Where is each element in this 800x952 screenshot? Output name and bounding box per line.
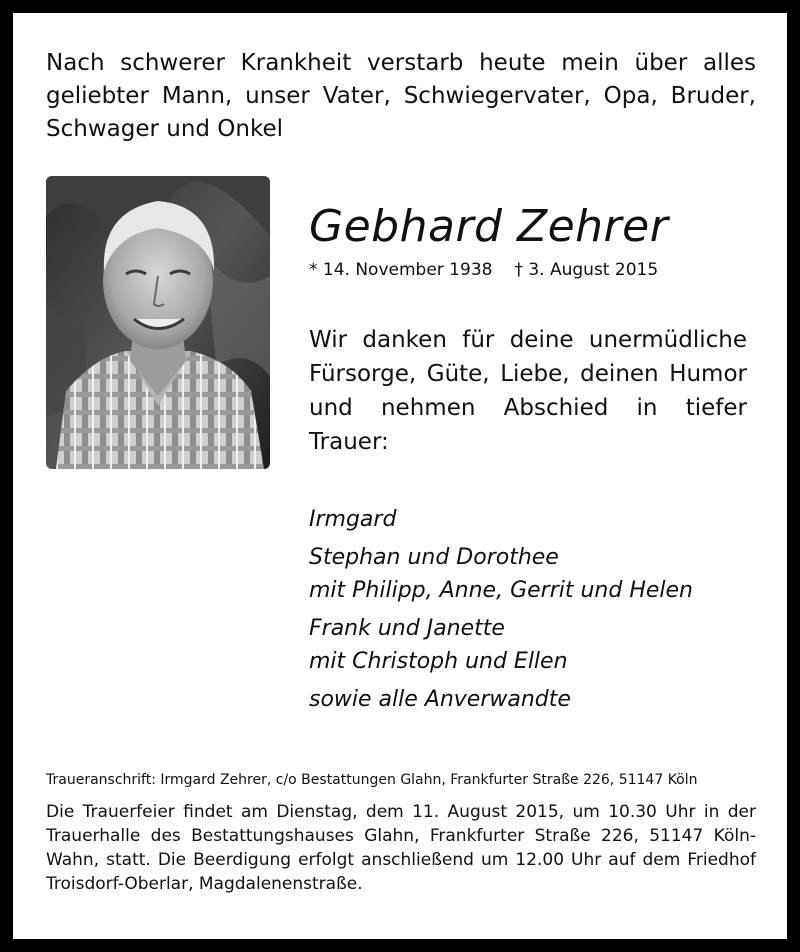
portrait-photo — [46, 176, 270, 469]
mourner-line: Stephan und Dorothee — [309, 545, 559, 570]
birth-date: * 14. November 1938 — [309, 260, 493, 280]
mourner-family — [309, 612, 693, 678]
obituary-notice — [13, 13, 787, 939]
mourner-line: mit Philipp, Anne, Gerrit und Helen — [309, 578, 694, 603]
thanks-text: Wir danken für deine unermüdliche Fürsorge, Güte, Liebe, deinen Humor und nehmen Abschied in tiefer Trauer: — [309, 327, 747, 455]
mourner-line: Frank und Janette — [309, 616, 505, 641]
mourner-relatives: sowie alle Anverwandte — [309, 687, 571, 712]
mourning-address: Traueranschrift: Irmgard Zehrer, c/o Bestattungen Glahn, Frankfurter Straße 226, 51147 Köln — [46, 772, 698, 788]
mourner-line: mit Christoph und Ellen — [309, 649, 568, 674]
portrait-image — [46, 176, 270, 469]
deceased-name: Gebhard Zehrer — [309, 201, 669, 252]
mourners-list — [309, 503, 693, 721]
life-dates — [309, 260, 658, 280]
funeral-service-info: Die Trauerfeier findet am Dienstag, dem 11. August 2015, um 10.30 Uhr in der Trauerhalle des Bestattungshauses Glahn, Frankfurter Straße 226, 51147 Köln-Wahn, statt. Die Beerdigung erfolgt anschließend um 12.00 Uhr auf dem Friedhof Troisdorf-Oberlar, Magdalenenstraße. — [46, 802, 756, 894]
death-date: † 3. August 2015 — [514, 260, 659, 280]
mourner-spouse: Irmgard — [309, 507, 397, 532]
mourner-family — [309, 541, 693, 607]
intro-text: Nach schwerer Krankheit verstarb heute mein über alles geliebter Mann, unser Vater, Schwiegervater, Opa, Bruder, Schwager und Onkel — [46, 50, 756, 142]
